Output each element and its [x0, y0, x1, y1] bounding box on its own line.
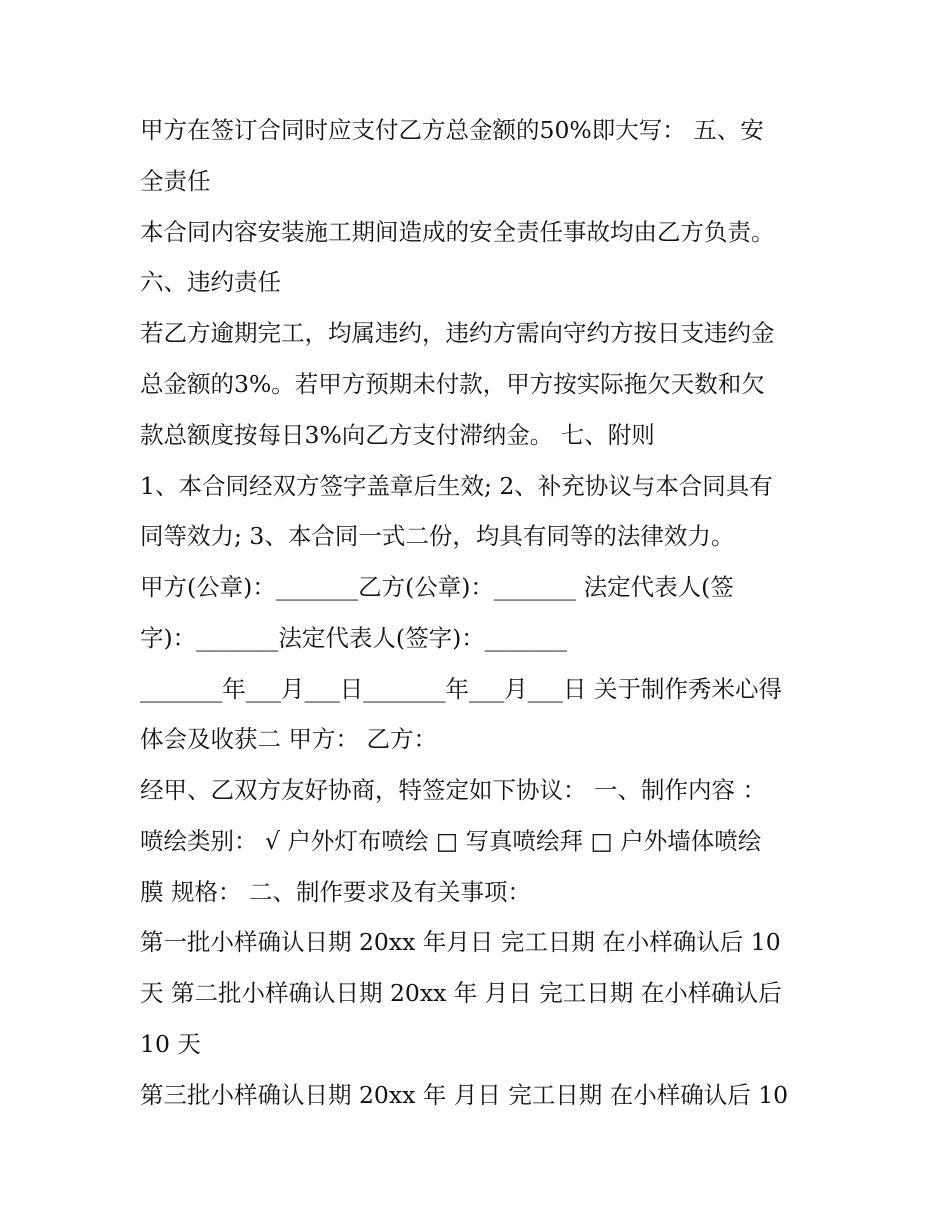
- text-line: 天 第二批小样确认日期 20xx 年 月日 完工日期 在小样确认后: [140, 979, 782, 1007]
- text-line: _______年___月___日_______年___月___日 关于制作秀米心得: [140, 675, 782, 703]
- text-line: 10 天: [140, 1030, 201, 1058]
- text-line: 经甲、乙双方友好协商，特签定如下协议： 一、制作内容 ：: [140, 776, 766, 804]
- text-line: 1、本合同经双方签字盖章后生效; 2、补充协议与本合同具有: [140, 472, 773, 500]
- text-line: 款总额度按每日3%向乙方支付滞纳金。 七、附则: [140, 421, 655, 449]
- text-line: 甲方(公章)：_______乙方(公章)：_______ 法定代表人(签: [140, 573, 734, 601]
- text-line: 本合同内容安装施工期间造成的安全责任事故均由乙方负责。: [140, 218, 775, 246]
- text-line: 字)：_______法定代表人(签字)：_______: [140, 624, 568, 652]
- text-line: 第三批小样确认日期 20xx 年 月日 完工日期 在小样确认后 10: [140, 1081, 789, 1109]
- text-line: 若乙方逾期完工，均属违约，违约方需向守约方按日支违约金: [140, 319, 775, 347]
- text-line: 总金额的3%。若甲方预期未付款，甲方按实际拖欠天数和欠: [140, 370, 765, 398]
- text-line: 膜 规格： 二、制作要求及有关事项：: [140, 878, 531, 906]
- text-line: 第一批小样确认日期 20xx 年月日 完工日期 在小样确认后 10: [140, 928, 781, 956]
- text-line: 喷绘类别： √ 户外灯布喷绘 □ 写真喷绘拜 □ 户外墙体喷绘: [140, 827, 762, 855]
- text-line: 甲方在签订合同时应支付乙方总金额的50%即大写： 五、安: [140, 116, 764, 144]
- text-line: 全责任: [140, 167, 211, 195]
- text-line: 六、违约责任: [140, 268, 281, 296]
- text-line: 体会及收获二 甲方： 乙方：: [140, 725, 437, 753]
- text-line: 同等效力; 3、本合同一式二份，均具有同等的法律效力。: [140, 522, 735, 550]
